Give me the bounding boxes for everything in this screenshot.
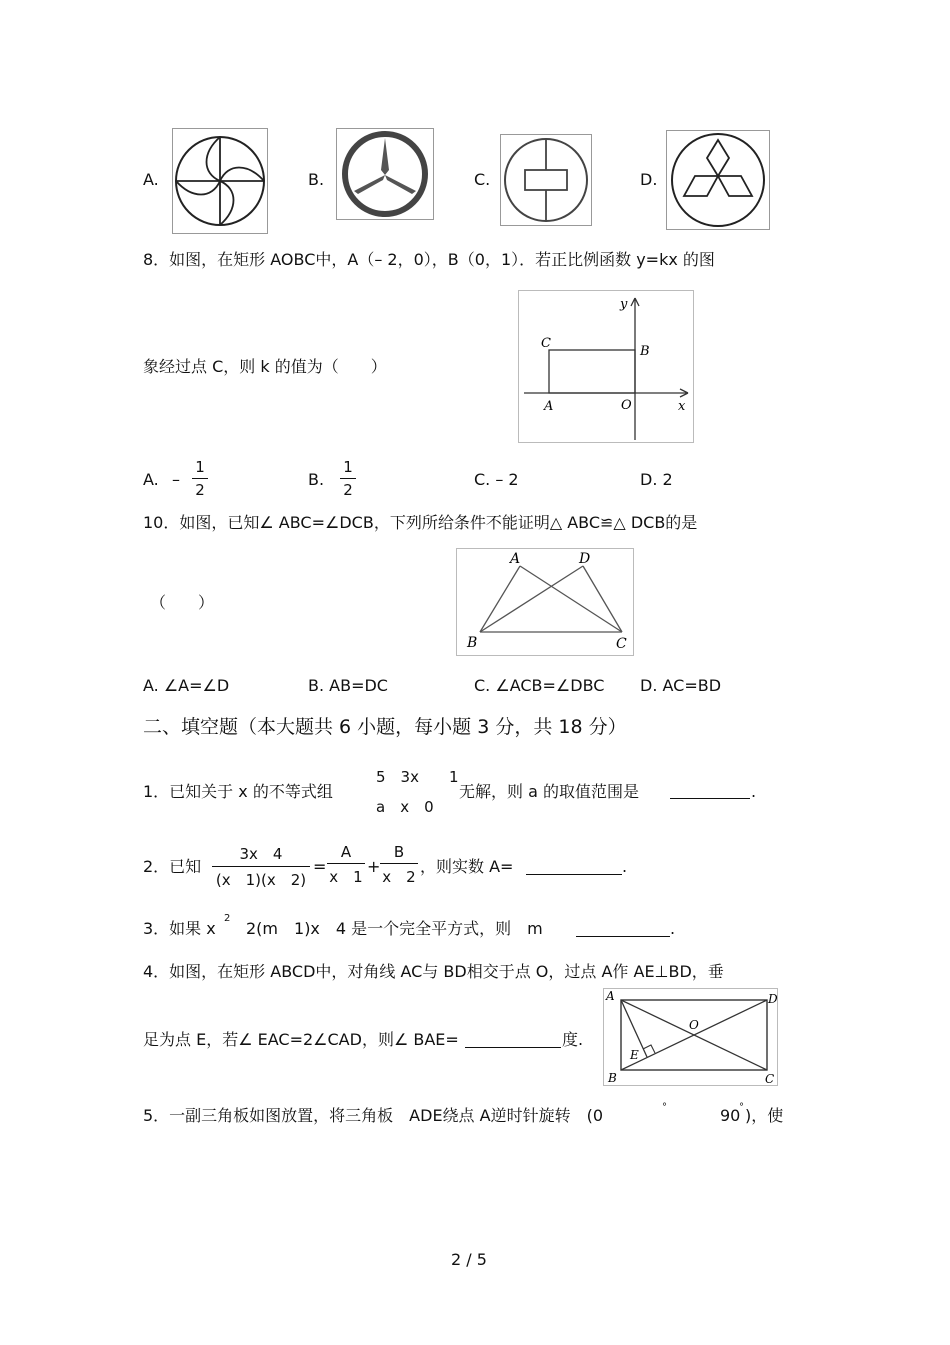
q7-option-a-label: A. (143, 170, 159, 189)
fill5-line1-suffix: )，使 (745, 1106, 784, 1125)
fill1-system-row1: 5 3x 1 (376, 768, 459, 786)
fraction-bar (212, 866, 310, 867)
point-c-label: C (541, 336, 551, 351)
q7-option-c-label: C. (474, 170, 491, 189)
fraction-denominator: x 2 (382, 868, 416, 886)
origin-o-label: O (621, 398, 632, 413)
q8-option-c: C. – 2 (474, 470, 519, 489)
q8-option-b-fraction (340, 458, 356, 499)
pinwheel-figure (172, 128, 268, 234)
circle-rectangle-figure (500, 134, 592, 226)
point-a-label: A (606, 989, 615, 1003)
q10-line2: （ ） (150, 593, 215, 612)
fraction-numerator: 1 (343, 458, 353, 476)
point-a-label: A (544, 399, 554, 414)
q8-option-a-label: A. (143, 470, 159, 489)
fill2-prefix: 2．已知 (143, 857, 202, 876)
fill3-middle: 2(m 1)x 4 是一个完全平方式，则 m (246, 919, 543, 938)
y-axis-label: y (620, 297, 628, 312)
fraction-numerator: 1 (195, 458, 205, 476)
fraction-numerator: B (393, 843, 405, 861)
fill2-suffix: ，则实数 A= (420, 857, 514, 876)
rectangle-diagonals-figure (603, 988, 778, 1086)
fill2-end: . (622, 857, 628, 876)
fill1-end: . (751, 782, 757, 801)
fill2-fraction-main (212, 843, 310, 890)
q10-option-d: D. AC=BD (640, 676, 722, 695)
fill4-line2-prefix: 足为点 E，若∠ EAC=2∠CAD，则∠ BAE= (143, 1030, 459, 1049)
fraction-bar (380, 863, 418, 864)
fill2-fraction-a (327, 843, 365, 887)
fill3-end: . (670, 919, 676, 938)
q10-option-c: C. ∠ACB=∠DBC (474, 676, 605, 695)
fill5-angle-max: 90 (720, 1106, 741, 1125)
diamonds-logo-figure (666, 130, 770, 230)
point-d-label: D (768, 992, 778, 1006)
fill5-degree-2: ° (739, 1102, 744, 1113)
point-b-label: B (467, 635, 478, 651)
fraction-bar (327, 863, 365, 864)
fill1-answer-blank[interactable] (670, 782, 750, 799)
fraction-numerator: 3x 4 (239, 845, 283, 863)
q7-option-b-label: B. (308, 170, 325, 189)
q10-line1: 10．如图，已知∠ ABC=∠DCB，下列所给条件不能证明△ ABC≌△ DCB的是 (143, 513, 698, 532)
q8-option-a-fraction (192, 458, 208, 499)
fill5-line1-prefix: 5．一副三角板如图放置，将三角板 ADE绕点 A逆时针旋转 (0 (143, 1106, 604, 1125)
point-a-label: A (510, 551, 521, 567)
q8-line1: 8．如图，在矩形 AOBC中，A（– 2，0），B（0，1）．若正比例函数 y=kx 的图 (143, 250, 715, 269)
point-d-label: D (579, 551, 591, 567)
fill4-answer-blank[interactable] (465, 1031, 561, 1048)
fraction-bar (340, 478, 356, 479)
fill1-prefix: 1．已知关于 x 的不等式组 (143, 782, 333, 801)
fill2-plus: + (367, 857, 381, 876)
rectangle-coordinate-figure (518, 290, 694, 443)
q8-option-d: D. 2 (640, 470, 673, 489)
q10-option-a: A. ∠A=∠D (143, 676, 230, 695)
fill3-exponent: 2 (224, 913, 231, 924)
fill2-answer-blank[interactable] (526, 858, 622, 875)
q8-option-b-label: B. (308, 470, 325, 489)
point-c-label: C (616, 636, 627, 652)
fraction-numerator: A (340, 843, 352, 861)
fraction-denominator: 2 (195, 481, 205, 499)
fraction-denominator: x 1 (329, 868, 363, 886)
x-axis-label: x (678, 399, 686, 414)
q10-option-b: B. AB=DC (308, 676, 388, 695)
fill4-line2-suffix: 度. (562, 1030, 584, 1049)
fill3-answer-blank[interactable] (576, 920, 670, 937)
fill4-line1: 4．如图，在矩形 ABCD中，对角线 AC与 BD相交于点 O，过点 A作 AE⊥BD，垂 (143, 962, 724, 981)
point-b-label: B (608, 1071, 617, 1085)
section-2-heading: 二、填空题（本大题共 6 小题，每小题 3 分，共 18 分） (143, 716, 627, 738)
fill2-equals: = (313, 857, 327, 876)
q8-line2: 象经过点 C，则 k 的值为（ ） (143, 357, 387, 376)
star-logo-figure (336, 128, 434, 220)
fraction-denominator: 2 (343, 481, 353, 499)
fill1-suffix: 无解，则 a 的取值范围是 (459, 782, 639, 801)
triangles-figure (456, 548, 634, 656)
q7-option-d-label: D. (640, 170, 658, 189)
fraction-denominator: (x 1)(x 2) (215, 871, 307, 889)
point-c-label: C (765, 1072, 775, 1086)
fill2-fraction-b (380, 843, 418, 887)
fraction-bar (192, 478, 208, 479)
point-o-label: O (689, 1018, 699, 1032)
point-e-label: E (630, 1048, 639, 1062)
fill3-prefix: 3．如果 x (143, 919, 216, 938)
page-number: 2 / 5 (451, 1250, 487, 1269)
point-b-label: B (640, 344, 650, 359)
fill5-degree-1: ° (662, 1102, 667, 1113)
q8-option-a-sign: – (172, 470, 180, 489)
fill1-system-row2: a x 0 (376, 798, 434, 816)
